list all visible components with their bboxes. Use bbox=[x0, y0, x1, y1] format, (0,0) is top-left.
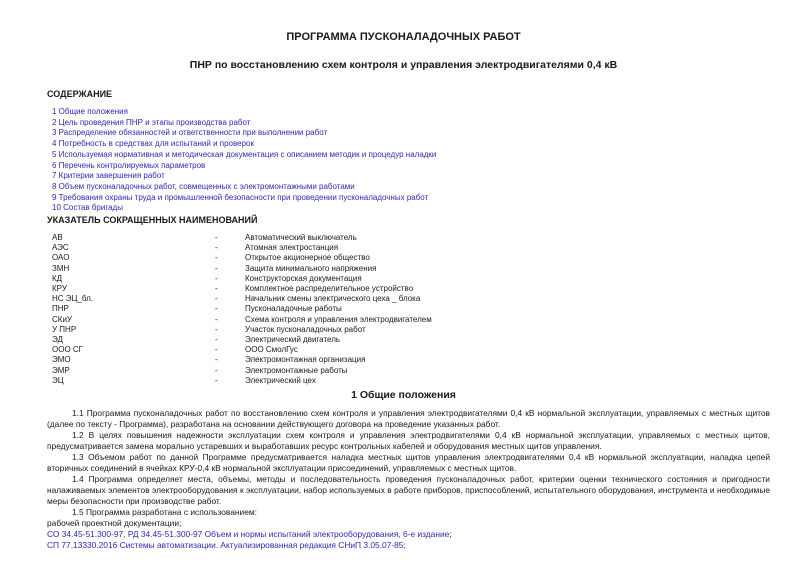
abbreviation-term: КРУ bbox=[52, 284, 67, 294]
abbreviation-row bbox=[52, 345, 807, 355]
abbreviation-row bbox=[52, 284, 807, 294]
abbreviation-term: ЭМО bbox=[52, 355, 71, 365]
contents-heading: СОДЕРЖАНИЕ bbox=[47, 89, 113, 99]
abbreviation-definition: Начальник смены электрического цеха _ блока bbox=[245, 294, 421, 304]
abbreviation-definition: ООО СмолГус bbox=[245, 345, 298, 355]
abbreviations-heading: УКАЗАТЕЛЬ СОКРАЩЕННЫХ НАИМЕНОВАНИЙ bbox=[47, 215, 258, 226]
toc-item-6[interactable]: 6 Перечень контролируемых параметров bbox=[52, 160, 206, 170]
abbreviation-row bbox=[52, 253, 807, 263]
abbreviation-row bbox=[52, 243, 807, 253]
abbreviation-row bbox=[52, 376, 807, 386]
abbreviation-separator: - bbox=[215, 304, 218, 314]
abbreviation-term: ЭМР bbox=[52, 365, 70, 375]
abbreviation-separator: - bbox=[215, 273, 218, 283]
abbreviation-term: ООО СГ bbox=[52, 345, 83, 355]
reference-link-sp-77[interactable]: СП 77.13330.2016 Системы автоматизации. Актуализированная редакция СНиП 3.05.07-85; bbox=[47, 540, 406, 551]
abbreviation-term: ОАО bbox=[52, 253, 70, 263]
abbreviation-term: ЗМН bbox=[52, 263, 70, 273]
section-1-heading: 1 Общие положения bbox=[351, 389, 456, 402]
abbreviation-definition: Открытое акционерное общество bbox=[245, 253, 370, 263]
abbreviation-term: АВ bbox=[52, 233, 63, 243]
paragraph-1-1: 1.1 Программа пусконаладочных работ по восстановлению схем контроля и управления электродвигателями 0,4 кВ нормальной эксплуатации, управляемых с местных щитов (далее по тексту - Программа), разработана на основании действующего договора на проведение указанных работ. bbox=[47, 408, 770, 430]
page-title: ПРОГРАММА ПУСКОНАЛАДОЧНЫХ РАБОТ bbox=[286, 31, 521, 43]
abbreviation-separator: - bbox=[215, 355, 218, 365]
abbreviation-separator: - bbox=[215, 335, 218, 345]
abbreviation-term: СКиУ bbox=[52, 314, 72, 324]
abbreviation-definition: Электромонтажные работы bbox=[245, 365, 348, 375]
abbreviation-row bbox=[52, 325, 807, 335]
abbreviation-term: ЭЦ bbox=[52, 375, 64, 385]
abbreviation-definition: Атомная электростанция bbox=[245, 243, 339, 253]
abbreviation-term: АЭС bbox=[52, 243, 69, 253]
abbreviation-separator: - bbox=[215, 284, 218, 294]
abbreviation-row bbox=[52, 315, 807, 325]
toc-item-9[interactable]: 9 Требования охраны труда и промышленной безопасности при проведении пусконаладочных работ bbox=[52, 192, 429, 202]
abbreviation-definition: Автоматический выключатель bbox=[245, 233, 357, 243]
toc-item-7[interactable]: 7 Критерии завершения работ bbox=[52, 171, 165, 181]
toc-item-10[interactable]: 10 Состав бригады bbox=[52, 203, 123, 213]
abbreviation-separator: - bbox=[215, 294, 218, 304]
abbreviation-row bbox=[52, 233, 807, 243]
toc-item-2[interactable]: 2 Цель проведения ПНР и этапы производства работ bbox=[52, 117, 251, 127]
abbreviation-separator: - bbox=[215, 253, 218, 263]
table-of-contents bbox=[52, 107, 807, 214]
abbreviation-definition: Комплектное распределительное устройство bbox=[245, 284, 414, 294]
list-item-working-documentation: рабочей проектной документации; bbox=[47, 518, 182, 529]
abbreviation-definition: Участок пусконаладочных работ bbox=[245, 324, 366, 334]
abbreviation-term: У ПНР bbox=[52, 324, 77, 334]
abbreviation-separator: - bbox=[215, 324, 218, 334]
abbreviation-row bbox=[52, 335, 807, 345]
abbreviation-separator: - bbox=[215, 263, 218, 273]
abbreviation-separator: - bbox=[215, 314, 218, 324]
abbreviation-term: ЭД bbox=[52, 335, 63, 345]
toc-item-3[interactable]: 3 Распределение обязанностей и ответственности при выполнении работ bbox=[52, 128, 328, 138]
paragraph-1-3: 1.3 Объемом работ по данной Программе предусматривается наладка местных щитов управления электродвигателями 0,4 кВ нормальной эксплуатации, наладка цепей вторичных соединений в ячейках КРУ-0,4 кВ нормальной эксплуатации присоединений, управляемых с местных щитов. bbox=[47, 452, 770, 474]
page-subtitle: ПНР по восстановлению схем контроля и управления электродвигателями 0,4 кВ bbox=[189, 59, 618, 71]
abbreviation-definition: Схема контроля и управления электродвигателем bbox=[245, 314, 432, 324]
abbreviation-definition: Электромонтажная организация bbox=[245, 355, 366, 365]
abbreviation-row bbox=[52, 274, 807, 284]
section-1-body bbox=[47, 408, 770, 551]
paragraph-1-4: 1.4 Программа определяет места, объемы, методы и последовательность проведения пусконаладочных работ, критерии оценки технического состояния и пригодности налаживаемых элементов электрооборудования к эксплуатации, набор используемых в работе приборов, приспособлений, испытательного оборудования, инструмента и необходимые меры безопасности при производстве работ. bbox=[47, 474, 770, 507]
abbreviation-term: КД bbox=[52, 273, 63, 283]
abbreviation-separator: - bbox=[215, 243, 218, 253]
abbreviation-separator: - bbox=[215, 233, 218, 243]
abbreviation-term: НС ЭЦ_бл. bbox=[52, 294, 94, 304]
abbreviation-definition: Конструкторская документация bbox=[245, 273, 362, 283]
abbreviation-definition: Защита минимального напряжения bbox=[245, 263, 377, 273]
paragraph-1-5: 1.5 Программа разработана с использованием: bbox=[72, 507, 257, 518]
reference-link-so-34[interactable]: СО 34.45-51.300-97, РД 34.45-51.300-97 Объем и нормы испытаний электрооборудования, 6-е издание; bbox=[47, 529, 452, 540]
abbreviation-term: ПНР bbox=[52, 304, 69, 314]
toc-item-1[interactable]: 1 Общие положения bbox=[52, 107, 128, 116]
toc-item-4[interactable]: 4 Потребность в средствах для испытаний и проверок bbox=[52, 139, 255, 149]
abbreviation-definition: Пусконаладочные работы bbox=[245, 304, 342, 314]
toc-item-8[interactable]: 8 Объем пусконаладочных работ, совмещенных с электромонтажными работами bbox=[52, 181, 355, 191]
abbreviation-separator: - bbox=[215, 345, 218, 355]
abbreviation-row bbox=[52, 355, 807, 365]
abbreviation-separator: - bbox=[215, 365, 218, 375]
abbreviation-definition: Электрический двигатель bbox=[245, 335, 341, 345]
paragraph-1-2: 1.2 В целях повышения надежности эксплуатации схем контроля и управления электродвигателями 0,4 кВ нормальной эксплуатации, управляемых с местных щитов, предусматривается замена морально устаревших и выработавших ресурс контрольных кабелей и оборудования местных щитов управления. bbox=[47, 430, 770, 452]
abbreviations-table bbox=[52, 233, 807, 386]
abbreviation-separator: - bbox=[215, 375, 218, 385]
abbreviation-definition: Электрический цех bbox=[245, 375, 316, 385]
abbreviation-row bbox=[52, 366, 807, 376]
abbreviation-row bbox=[52, 304, 807, 314]
abbreviation-row bbox=[52, 264, 807, 274]
abbreviation-row bbox=[52, 294, 807, 304]
toc-item-5[interactable]: 5 Используемая нормативная и методическая документация с описанием методик и процедур наладки bbox=[52, 149, 437, 159]
